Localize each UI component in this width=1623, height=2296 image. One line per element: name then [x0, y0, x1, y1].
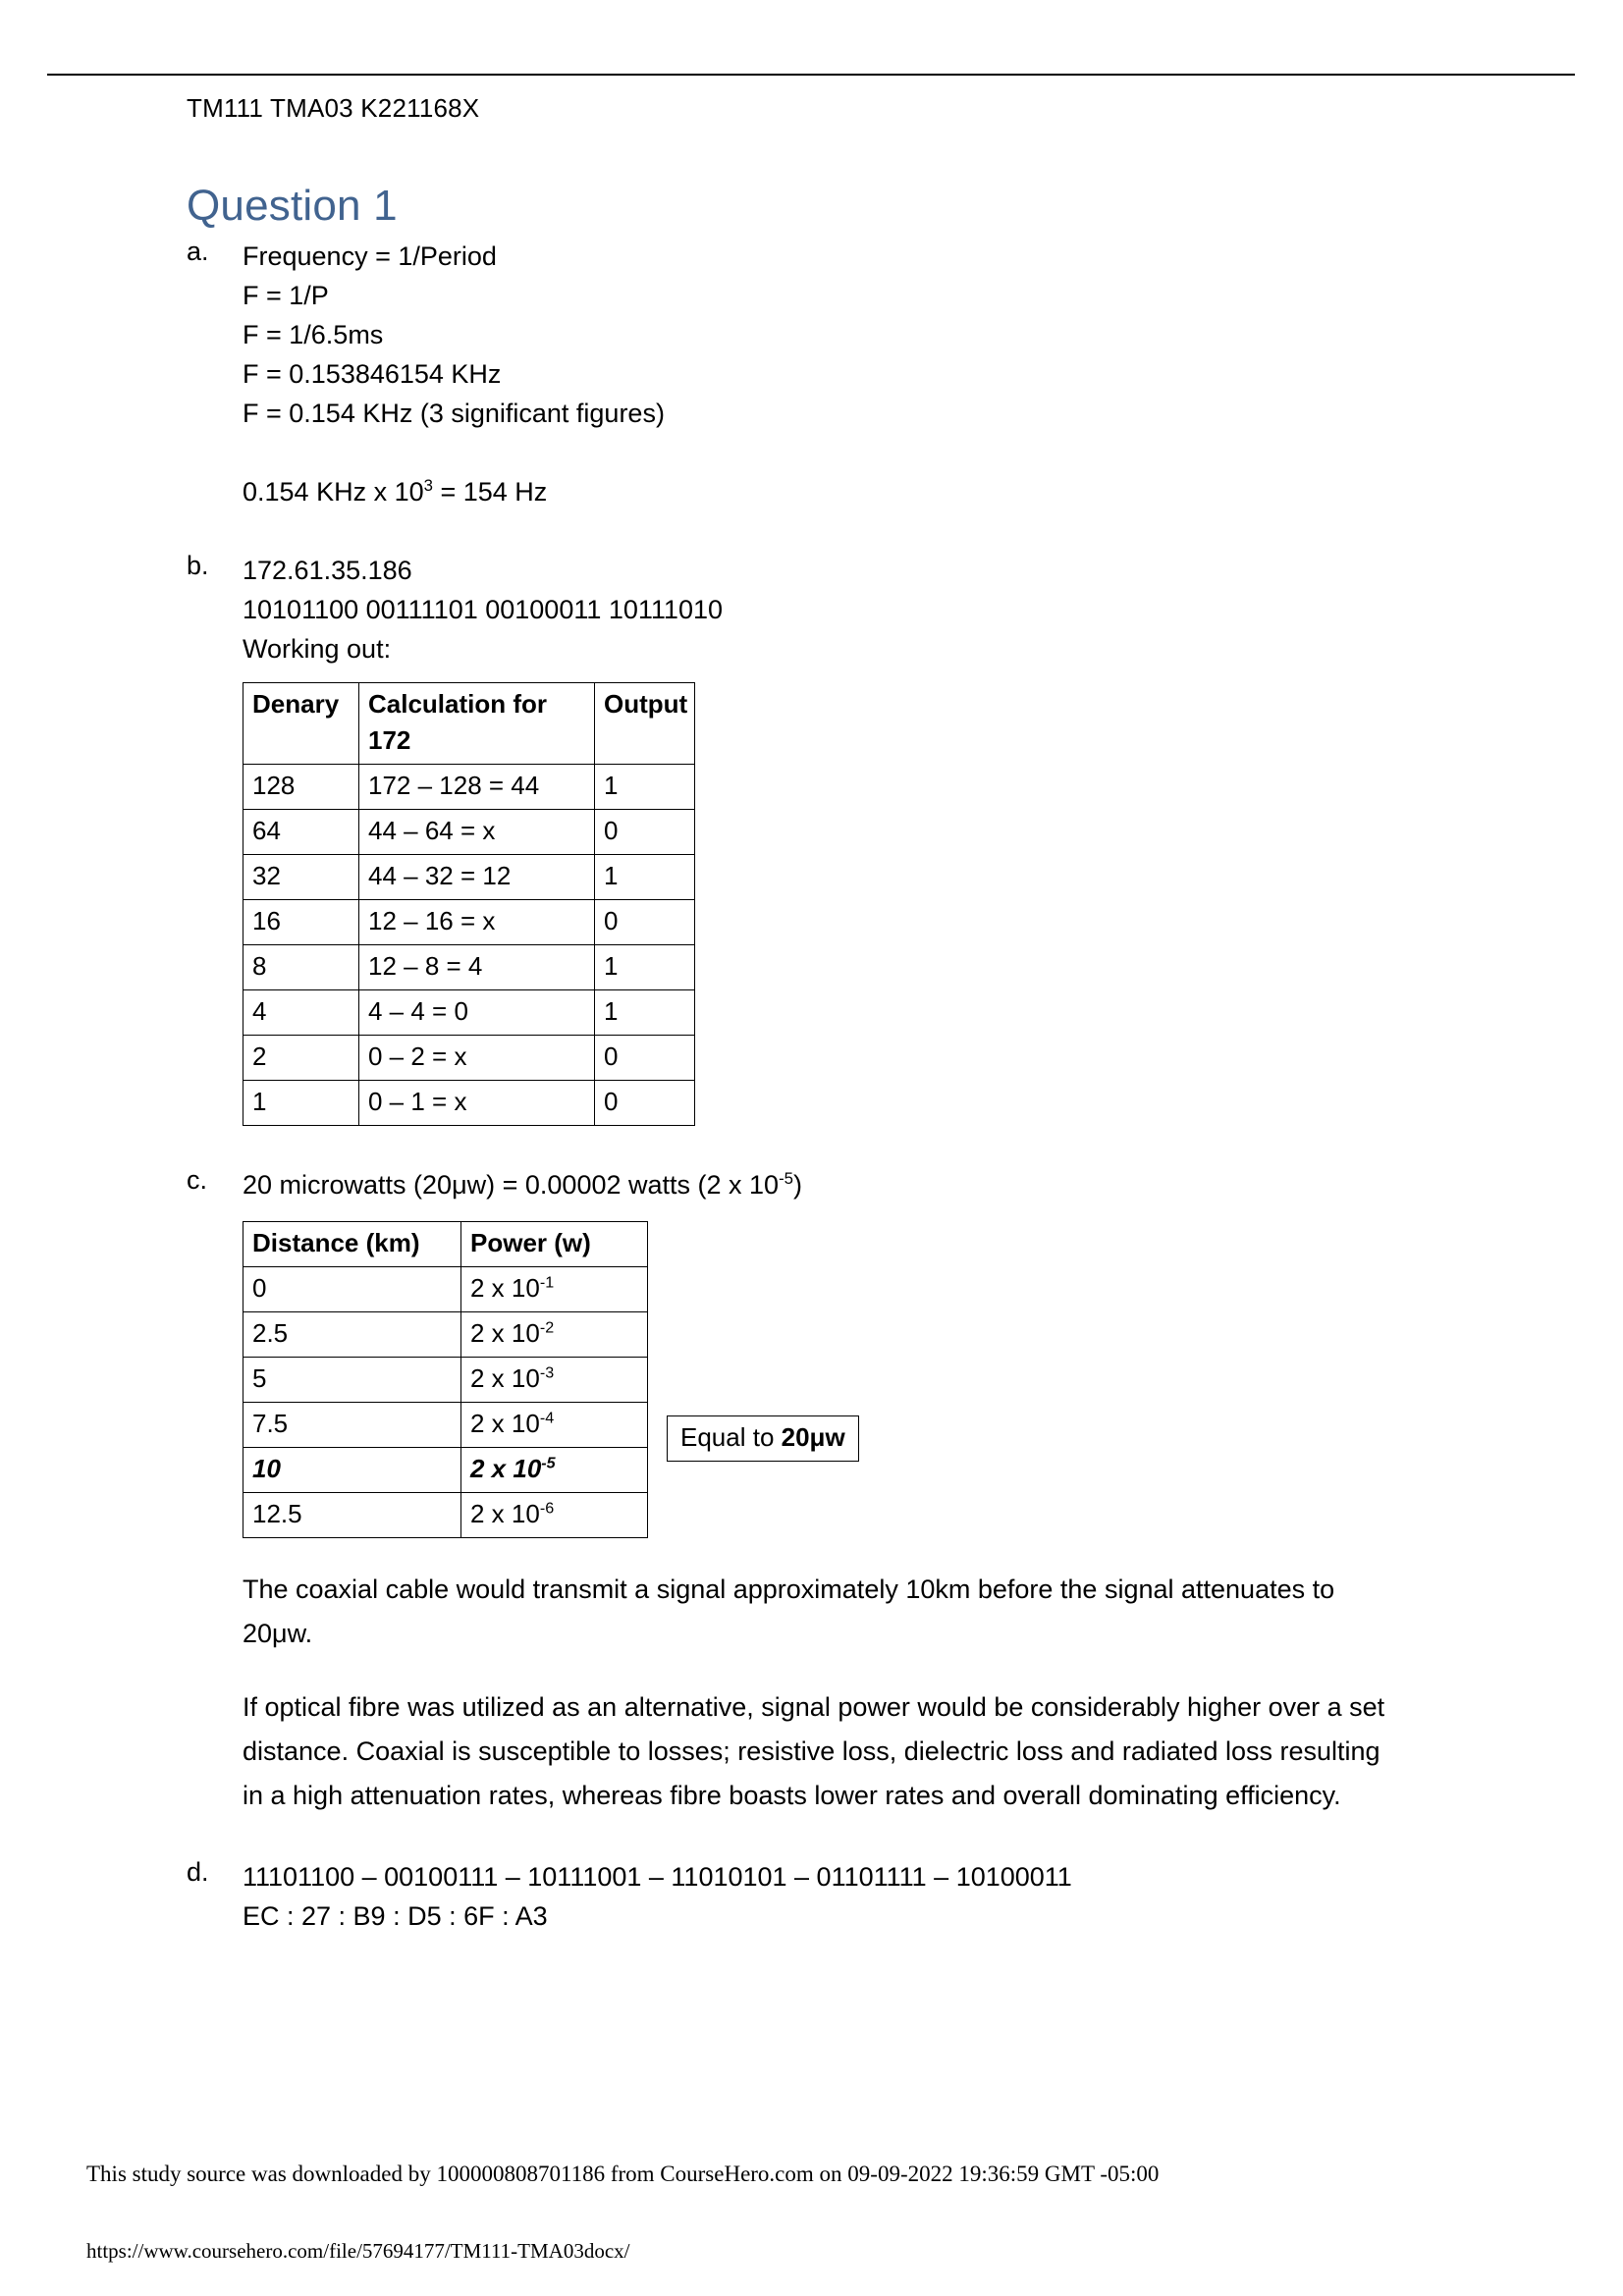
cell-distance: 7.5 — [243, 1403, 461, 1448]
cell-calculation: 12 – 8 = 4 — [359, 945, 595, 990]
part-b-ip-address: 172.61.35.186 — [243, 556, 412, 585]
part-c-paragraph-1: The coaxial cable would transmit a signal approximately 10km before the signal attenuates to 20μw. — [243, 1575, 1335, 1648]
cell-denary: 2 — [243, 1036, 359, 1081]
cell-calculation: 4 – 4 = 0 — [359, 990, 595, 1036]
cell-calculation: 0 – 1 = x — [359, 1081, 595, 1126]
part-c-intro-line — [243, 1165, 1623, 1204]
cell-denary: 128 — [243, 765, 359, 810]
answer-list — [187, 237, 1623, 1936]
document-identifier: TM111 TMA03 K221168X — [187, 93, 480, 123]
source-url: https://www.coursehero.com/file/57694177/TM111-TMA03docx/ — [86, 2239, 630, 2263]
document-body — [0, 182, 1623, 1936]
table-row — [243, 1358, 648, 1403]
cell-calculation: 172 – 128 = 44 — [359, 765, 595, 810]
cell-denary: 4 — [243, 990, 359, 1036]
part-a-conversion-line — [243, 472, 1623, 511]
power-base: 2 x 10 — [470, 1318, 540, 1348]
list-item-a — [187, 237, 1623, 551]
cell-power — [461, 1312, 648, 1358]
power-base: 2 x 10 — [470, 1454, 542, 1483]
cell-power — [461, 1493, 648, 1538]
part-c-trailing-space — [243, 1818, 1623, 1857]
part-a-line-3: F = 1/6.5ms — [243, 320, 384, 349]
table-row — [243, 765, 695, 810]
cell-distance: 12.5 — [243, 1493, 461, 1538]
power-exponent: -5 — [541, 1454, 556, 1472]
part-c-intro-exponent: -5 — [779, 1169, 793, 1188]
cell-distance: 10 — [243, 1448, 461, 1493]
cell-output: 0 — [595, 810, 695, 855]
cell-calculation: 44 – 64 = x — [359, 810, 595, 855]
page-title: Question 1 — [187, 182, 398, 230]
power-exponent: -1 — [539, 1273, 555, 1292]
list-marker-d: d. — [187, 1857, 209, 1887]
part-d-binary: 11101100 – 00100111 – 10111001 – 11010101 – 01101111 – 10100011 — [243, 1862, 1072, 1892]
power-base: 2 x 10 — [470, 1409, 540, 1438]
part-a-line-4: F = 0.153846154 KHz — [243, 359, 502, 389]
power-exponent: -6 — [539, 1499, 555, 1518]
table-row — [243, 900, 695, 945]
part-c-intro-suffix: ) — [792, 1170, 802, 1200]
cell-output: 1 — [595, 765, 695, 810]
part-a-conversion-exponent: 3 — [423, 476, 433, 495]
cell-power — [461, 1448, 648, 1493]
cell-denary: 1 — [243, 1081, 359, 1126]
table-row — [243, 1036, 695, 1081]
table-row — [243, 990, 695, 1036]
equal-to-value: 20μw — [781, 1422, 845, 1452]
list-marker-a: a. — [187, 237, 209, 266]
part-c-intro-prefix: 20 microwatts (20μw) = 0.00002 watts (2 x 10 — [243, 1170, 780, 1200]
table-row — [243, 855, 695, 900]
cell-distance: 0 — [243, 1267, 461, 1312]
cell-denary: 32 — [243, 855, 359, 900]
cell-calculation: 44 – 32 = 12 — [359, 855, 595, 900]
cell-distance: 5 — [243, 1358, 461, 1403]
table-row — [243, 1081, 695, 1126]
cell-power — [461, 1267, 648, 1312]
list-marker-c: c. — [187, 1165, 208, 1195]
part-a-line-2: F = 1/P — [243, 281, 329, 310]
cell-output: 1 — [595, 855, 695, 900]
part-c-paragraph-2: If optical fibre was utilized as an alternative, signal power would be considerably higher over a set distance. Coaxial is susceptible to losses; resistive loss, dielectric loss and radiated loss resulting in a high attenuation rates, whereas fibre boasts lower rates and overall dominating efficiency. — [243, 1692, 1385, 1810]
part-a-trailing-space — [243, 511, 1623, 551]
column-header-power: Power (w) — [461, 1222, 648, 1267]
denary-conversion-table — [243, 682, 695, 1126]
column-header-distance: Distance (km) — [243, 1222, 461, 1267]
list-item-b — [187, 551, 1623, 1165]
power-exponent: -2 — [539, 1318, 555, 1337]
question-block — [187, 182, 1623, 1936]
table-row — [243, 1403, 648, 1448]
column-header-output: Output — [595, 683, 695, 765]
list-item-c — [187, 1165, 1623, 1857]
part-a-conversion-prefix: 0.154 KHz x 10 — [243, 477, 424, 507]
distance-power-table — [243, 1221, 648, 1538]
cell-output: 1 — [595, 945, 695, 990]
cell-output: 1 — [595, 990, 695, 1036]
list-marker-b: b. — [187, 551, 209, 580]
cell-output: 0 — [595, 900, 695, 945]
header-divider — [47, 74, 1575, 76]
cell-calculation: 12 – 16 = x — [359, 900, 595, 945]
part-a-blank-line — [243, 433, 1623, 472]
table-row-highlighted — [243, 1448, 648, 1493]
cell-power — [461, 1403, 648, 1448]
cell-distance: 2.5 — [243, 1312, 461, 1358]
power-base: 2 x 10 — [470, 1273, 540, 1303]
cell-output: 0 — [595, 1081, 695, 1126]
cell-power — [461, 1358, 648, 1403]
power-table-wrapper — [243, 1221, 1623, 1538]
cell-calculation: 0 – 2 = x — [359, 1036, 595, 1081]
part-a-line-1: Frequency = 1/Period — [243, 241, 497, 271]
table-row — [243, 1267, 648, 1312]
table-header-row — [243, 683, 695, 765]
part-b-trailing-space — [243, 1126, 1623, 1165]
power-base: 2 x 10 — [470, 1499, 540, 1528]
equal-to-prefix: Equal to — [680, 1422, 782, 1452]
cell-denary: 64 — [243, 810, 359, 855]
power-exponent: -4 — [539, 1409, 555, 1427]
power-exponent: -3 — [539, 1363, 555, 1382]
table-row — [243, 810, 695, 855]
column-header-denary: Denary — [243, 683, 359, 765]
table-row — [243, 1312, 648, 1358]
part-d-hex: EC : 27 : B9 : D5 : 6F : A3 — [243, 1901, 548, 1931]
cell-denary: 16 — [243, 900, 359, 945]
table-row — [243, 1493, 648, 1538]
cell-output: 0 — [595, 1036, 695, 1081]
part-b-working-label: Working out: — [243, 634, 392, 664]
power-base: 2 x 10 — [470, 1363, 540, 1393]
list-item-d — [187, 1857, 1623, 1936]
cell-denary: 8 — [243, 945, 359, 990]
equal-to-annotation — [667, 1415, 859, 1462]
table-row — [243, 945, 695, 990]
download-attribution: This study source was downloaded by 100000808701186 from CourseHero.com on 09-09-2022 19:36:59 GMT -05:00 — [86, 2162, 1160, 2186]
column-header-calculation: Calculation for 172 — [359, 683, 595, 765]
part-a-line-5: F = 0.154 KHz (3 significant figures) — [243, 399, 665, 428]
part-a-conversion-suffix: = 154 Hz — [432, 477, 548, 507]
table-header-row — [243, 1222, 648, 1267]
part-b-binary: 10101100 00111101 00100011 10111010 — [243, 595, 723, 624]
